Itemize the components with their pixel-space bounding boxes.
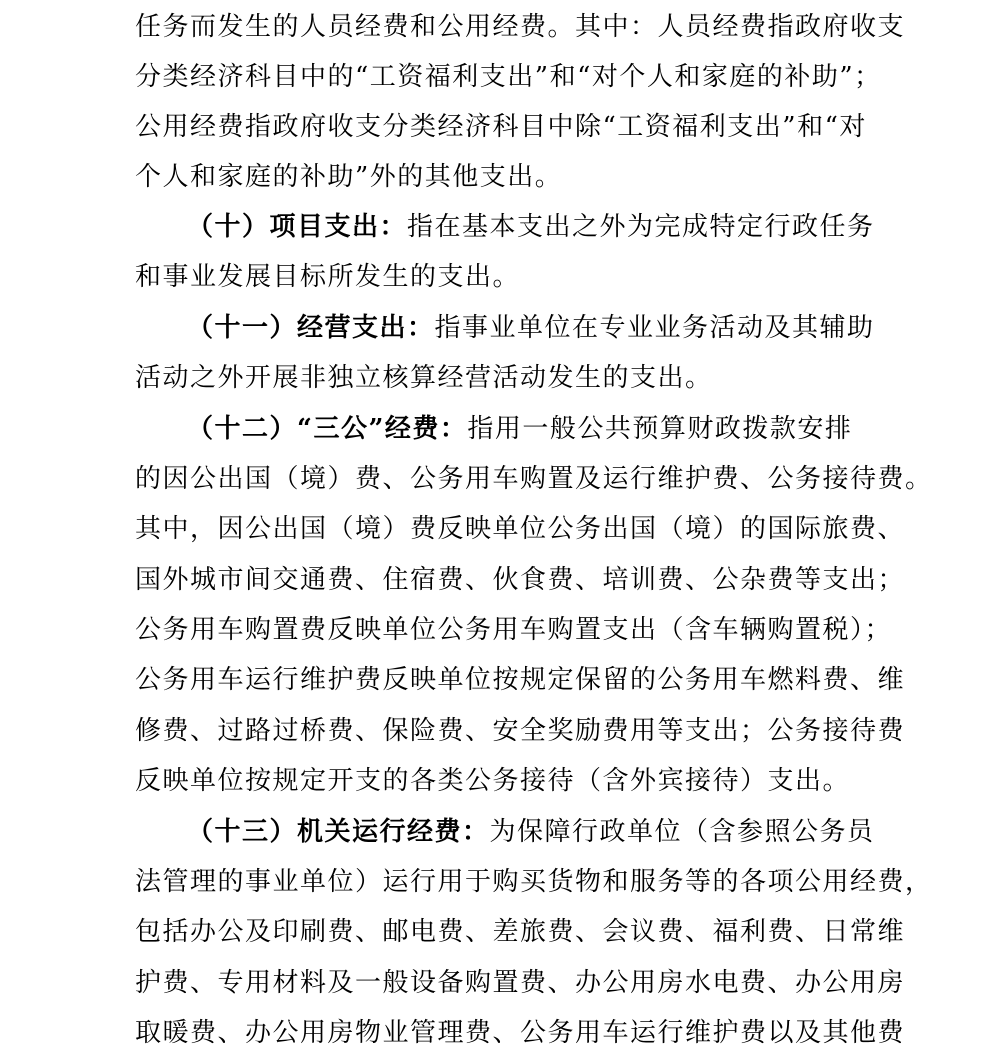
- text-line: 公务用车购置费反映单位公务用车购置支出（含车辆购置税）；: [135, 615, 893, 645]
- paragraph-text: 指事业单位在专业业务活动及其辅助: [434, 313, 875, 343]
- text-line: 公用经费指政府收支分类经济科目中除“工资福利支出”和“对: [135, 112, 867, 142]
- section-heading: （十二）“三公”经费：: [187, 414, 468, 444]
- paragraph-text: 为保障行政单位（含参照公务员: [489, 817, 875, 847]
- paragraph-first-line: [187, 303, 875, 353]
- text-line: 个人和家庭的补助”外的其他支出。: [135, 162, 563, 192]
- text-line: 其中，因公出国（境）费反映单位公务出国（境）的国际旅费、: [135, 514, 906, 544]
- text-line: 反映单位按规定开支的各类公务接待（含外宾接待）支出。: [135, 766, 851, 796]
- paragraph-first-line: [187, 807, 875, 857]
- paragraph-first-line: [187, 404, 852, 454]
- text-line: 护费、专用材料及一般设备购置费、办公用房水电费、办公用房: [135, 968, 906, 998]
- text-line: 国外城市间交通费、住宿费、伙食费、培训费、公杂费等支出；: [135, 565, 906, 595]
- text-line: 活动之外开展非独立核算经营活动发生的支出。: [135, 363, 713, 393]
- text-line: 的因公出国（境）费、公务用车购置及运行维护费、公务接待费。: [135, 464, 933, 494]
- text-line: 修费、过路过桥费、保险费、安全奖励费用等支出；公务接待费: [135, 716, 906, 746]
- text-line: 法管理的事业单位）运行用于购买货物和服务等的各项公用经费，: [135, 867, 933, 897]
- text-line: 包括办公及印刷费、邮电费、差旅费、会议费、福利费、日常维: [135, 917, 906, 947]
- section-heading: （十）项目支出：: [187, 212, 408, 242]
- text-line: 任务而发生的人员经费和公用经费。其中：人员经费指政府收支: [135, 12, 906, 42]
- paragraph-first-line: [187, 202, 875, 252]
- paragraph-text: 指在基本支出之外为完成特定行政任务: [407, 212, 875, 242]
- section-heading: （十三）机关运行经费：: [187, 817, 490, 847]
- paragraph-text: 指用一般公共预算财政拨款安排: [467, 414, 853, 444]
- text-line: 取暖费、办公用房物业管理费、公务用车运行维护费以及其他费: [135, 1018, 906, 1048]
- section-heading: （十一）经营支出：: [187, 313, 435, 343]
- text-line: 和事业发展目标所发生的支出。: [135, 262, 521, 292]
- text-line: 公务用车运行维护费反映单位按规定保留的公务用车燃料费、维: [135, 665, 906, 695]
- text-line: 分类经济科目中的“工资福利支出”和“对个人和家庭的补助”；: [135, 62, 882, 92]
